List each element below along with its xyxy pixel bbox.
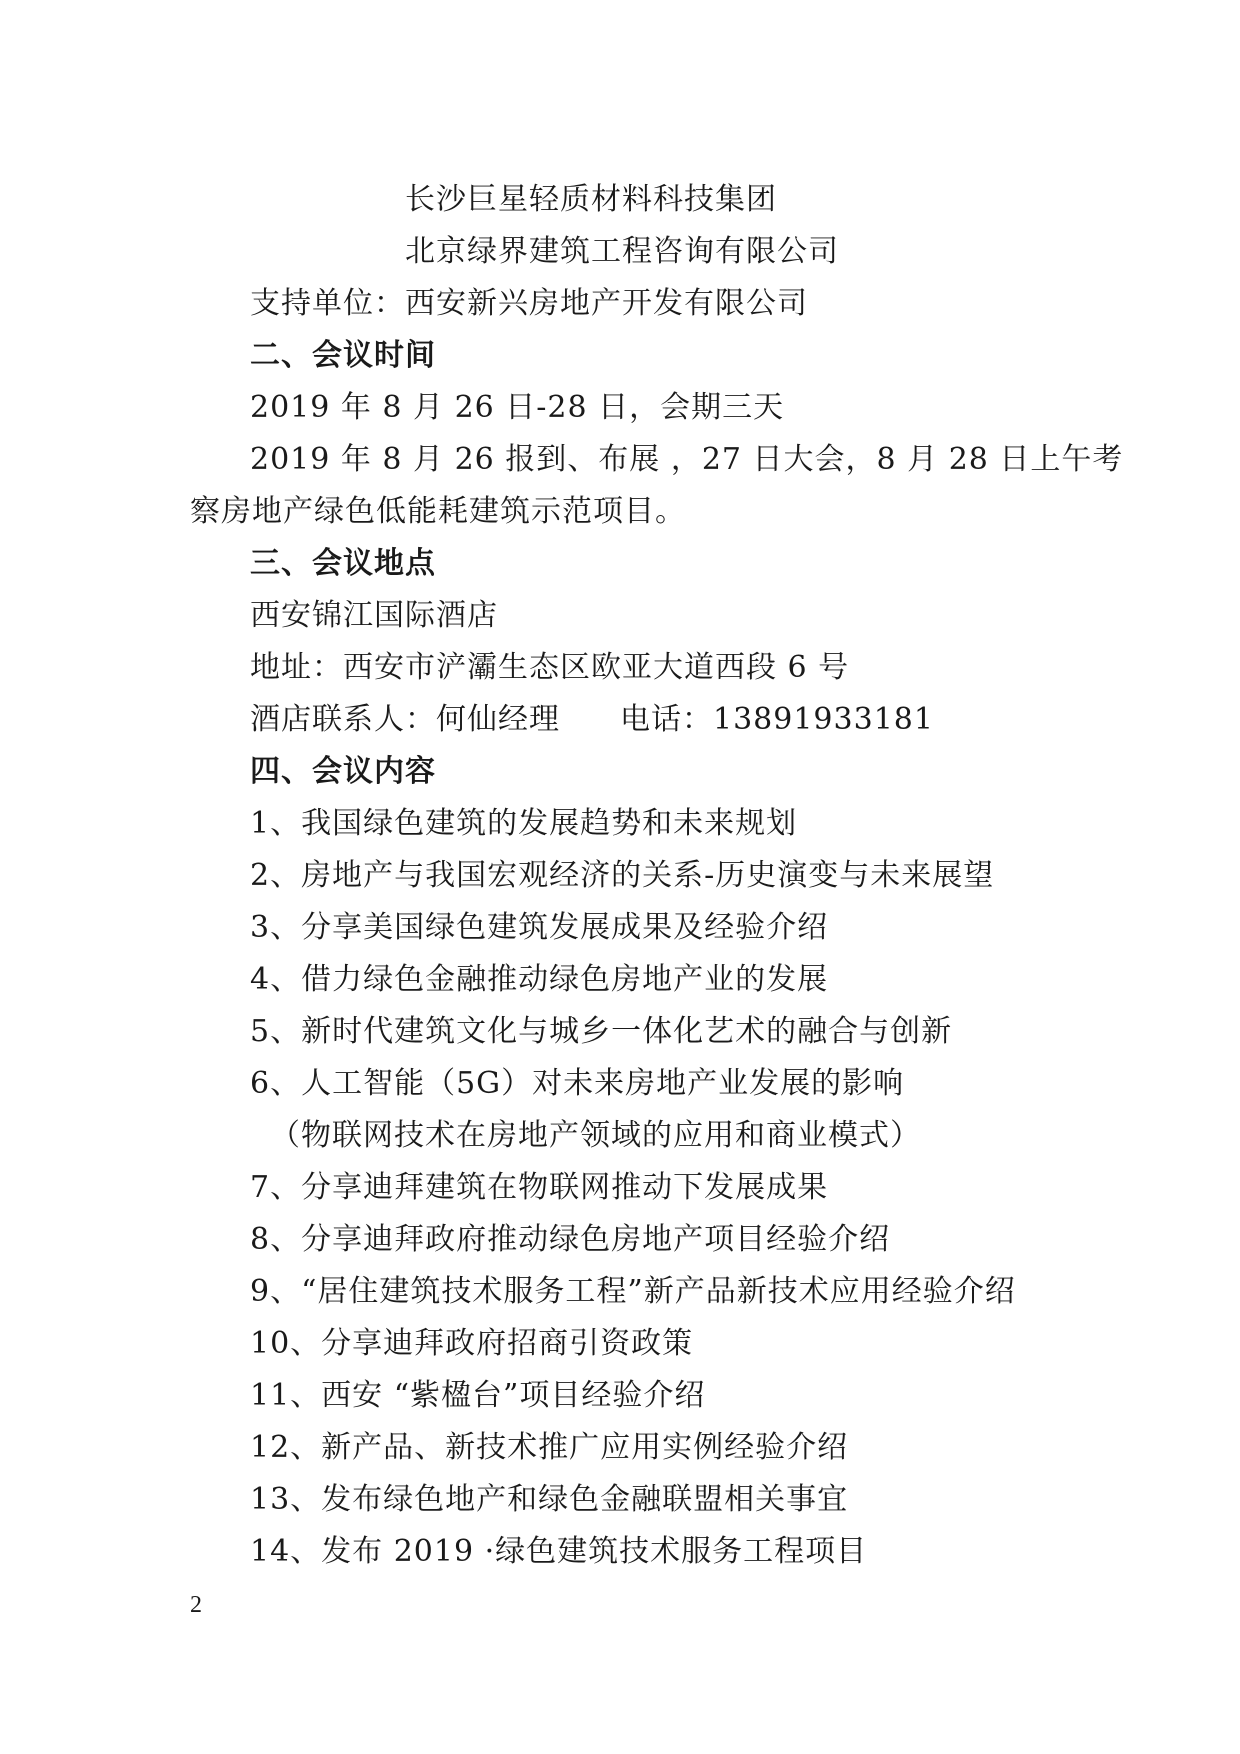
contact-person: 酒店联系人：何仙经理 xyxy=(250,702,560,737)
meeting-dates: 2019 年 8 月 26 日-28 日，会期三天 xyxy=(250,390,785,425)
heading-meeting-time: 二、会议时间 xyxy=(250,338,436,373)
content-item-subnote: （物联网技术在房地产领域的应用和商业模式） xyxy=(270,1118,921,1153)
content-item: 4、借力绿色金融推动绿色房地产业的发展 xyxy=(250,962,829,997)
contact-phone: 电话：13891933181 xyxy=(620,702,934,737)
content-item: 14、发布 2019 ·绿色建筑技术服务工程项目 xyxy=(250,1534,868,1569)
content-item: 5、新时代建筑文化与城乡一体化艺术的融合与创新 xyxy=(250,1014,953,1049)
organizer-line-1: 长沙巨星轻质材料科技集团 xyxy=(405,182,777,217)
content-item: 1、我国绿色建筑的发展趋势和未来规划 xyxy=(250,806,798,841)
content-item: 12、新产品、新技术推广应用实例经验介绍 xyxy=(250,1430,849,1465)
support-value: 西安新兴房地产开发有限公司 xyxy=(405,286,808,321)
meeting-schedule-cont: 察房地产绿色低能耗建筑示范项目。 xyxy=(190,494,686,529)
content-item: 10、分享迪拜政府招商引资政策 xyxy=(250,1326,694,1361)
venue-name: 西安锦江国际酒店 xyxy=(250,598,498,633)
content-item: 2、房地产与我国宏观经济的关系-历史演变与未来展望 xyxy=(250,858,995,893)
page-number: 2 xyxy=(190,1592,202,1618)
meeting-schedule: 2019 年 8 月 26 报到、布展 ，27 日大会，8 月 28 日上午考 xyxy=(250,442,1124,477)
content-item: 3、分享美国绿色建筑发展成果及经验介绍 xyxy=(250,910,829,945)
support-unit xyxy=(250,286,808,322)
content-item: 9、“居住建筑技术服务工程”新产品新技术应用经验介绍 xyxy=(250,1274,1016,1309)
heading-meeting-place: 三、会议地点 xyxy=(250,546,436,581)
content-item: 8、分享迪拜政府推动绿色房地产项目经验介绍 xyxy=(250,1222,891,1257)
heading-meeting-content: 四、会议内容 xyxy=(250,754,436,789)
organizer-line-2: 北京绿界建筑工程咨询有限公司 xyxy=(405,234,839,269)
content-item: 6、人工智能（5G）对未来房地产业发展的影响 xyxy=(250,1066,905,1101)
content-item: 13、发布绿色地产和绿色金融联盟相关事宜 xyxy=(250,1482,849,1517)
content-item: 7、分享迪拜建筑在物联网推动下发展成果 xyxy=(250,1170,829,1205)
content-item: 11、西安 “紫楹台”项目经验介绍 xyxy=(250,1378,706,1413)
support-label: 支持单位： xyxy=(250,286,405,321)
hotel-contact xyxy=(250,702,934,738)
venue-address: 地址：西安市浐灞生态区欧亚大道西段 6 号 xyxy=(250,650,850,685)
